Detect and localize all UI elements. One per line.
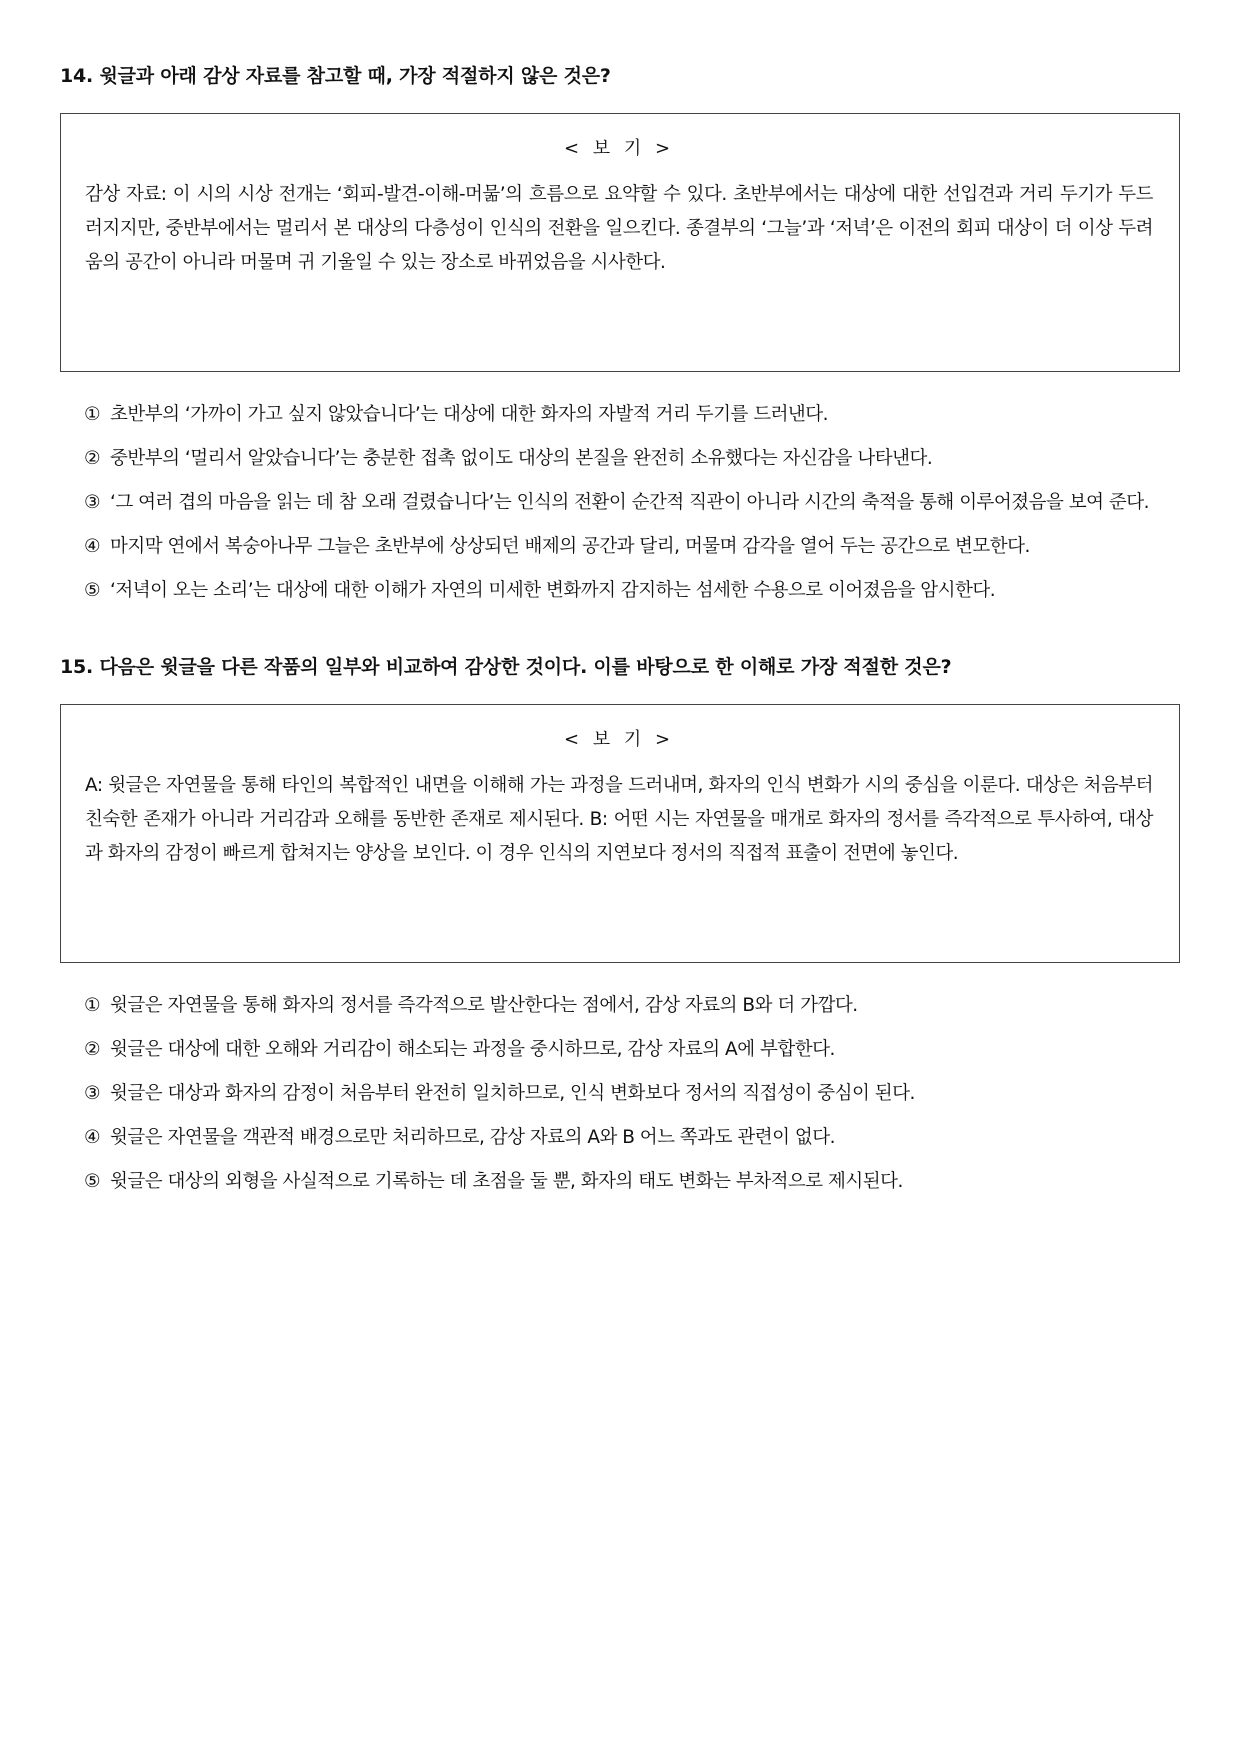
choice-1[interactable] <box>60 398 1180 432</box>
choice-3[interactable] <box>60 486 1180 520</box>
choice-5[interactable] <box>60 574 1180 608</box>
bogi-heading: < 보 기 > <box>563 729 675 750</box>
choice-text: 윗글은 대상의 외형을 사실적으로 기록하는 데 초점을 둘 뿐, 화자의 태도 변화는 부차적으로 제시된다. <box>110 1171 903 1192</box>
choice-text: 중반부의 ‘멀리서 알았습니다’는 충분한 접촉 없이도 대상의 본질을 완전히 소유했다는 자신감을 나타낸다. <box>110 448 933 469</box>
choice-number: ③ <box>84 492 101 513</box>
choice-text: 윗글은 자연물을 통해 화자의 정서를 즉각적으로 발산한다는 점에서, 감상 자료의 B와 더 가깝다. <box>110 995 858 1016</box>
question-15 <box>60 654 1180 1199</box>
choice-text: 윗글은 대상에 대한 오해와 거리감이 해소되는 과정을 중시하므로, 감상 자료의 A에 부합한다. <box>110 1039 835 1060</box>
choice-2[interactable] <box>60 1033 1180 1067</box>
choice-text: ‘그 여러 겹의 마음을 읽는 데 참 오래 걸렸습니다’는 인식의 전환이 순간적 직관이 아니라 시간의 축적을 통해 이루어졌음을 보여 준다. <box>110 492 1150 513</box>
choice-number: ② <box>84 448 101 469</box>
choice-4[interactable] <box>60 1121 1180 1155</box>
choice-number: ③ <box>84 1083 101 1104</box>
choice-number: ① <box>84 995 101 1016</box>
choice-number: ④ <box>84 1127 101 1148</box>
choice-text: 초반부의 ‘가까이 가고 싶지 않았습니다’는 대상에 대한 화자의 자발적 거리 두기를 드러낸다. <box>110 404 829 425</box>
question-title: 14. 윗글과 아래 감상 자료를 참고할 때, 가장 적절하지 않은 것은? <box>60 65 611 87</box>
choice-list <box>60 398 1180 608</box>
bogi-box <box>60 113 1180 372</box>
bogi-box <box>60 704 1180 963</box>
choice-5[interactable] <box>60 1165 1180 1199</box>
choice-text: 윗글은 자연물을 객관적 배경으로만 처리하므로, 감상 자료의 A와 B 어느 쪽과도 관련이 없다. <box>110 1127 836 1148</box>
choice-text: 마지막 연에서 복숭아나무 그늘은 초반부에 상상되던 배제의 공간과 달리, 머물며 감각을 열어 두는 공간으로 변모한다. <box>110 536 1030 557</box>
choice-number: ① <box>84 404 101 425</box>
choice-1[interactable] <box>60 989 1180 1023</box>
choice-text: ‘저녁이 오는 소리’는 대상에 대한 이해가 자연의 미세한 변화까지 감지하는 섬세한 수용으로 이어졌음을 암시한다. <box>110 580 996 601</box>
question-14 <box>60 63 1180 608</box>
choice-text: 윗글은 대상과 화자의 감정이 처음부터 완전히 일치하므로, 인식 변화보다 정서의 직접성이 중심이 된다. <box>110 1083 915 1104</box>
bogi-text: A: 윗글은 자연물을 통해 타인의 복합적인 내면을 이해해 가는 과정을 드러내며, 화자의 인식 변화가 시의 중심을 이룬다. 대상은 처음부터 친숙한 존재가 아니라 거리감과 오해를 동반한 존재로 제시된다. B: 어떤 시는 자연물을 매개로 화자의 정서를 즉각적으로 투사하여, 대상과 화자의 감정이 빠르게 합쳐지는 양상을 보인다. 이 경우 인식의 지연보다 정서의 직접적 표출이 전면에 놓인다. <box>85 775 1153 864</box>
exam-page <box>60 0 1180 1209</box>
bogi-text: 감상 자료: 이 시의 시상 전개는 ‘회피-발견-이해-머묾’의 흐름으로 요약할 수 있다. 초반부에서는 대상에 대한 선입견과 거리 두기가 두드러지지만, 중반부에서는 멀리서 본 대상의 다층성이 인식의 전환을 일으킨다. 종결부의 ‘그늘’과 ‘저녁’은 이전의 회피 대상이 더 이상 두려움의 공간이 아니라 머물며 귀 기울일 수 있는 장소로 바뀌었음을 시사한다. <box>85 184 1153 273</box>
choice-2[interactable] <box>60 442 1180 476</box>
choice-number: ⑤ <box>84 1171 101 1192</box>
choice-4[interactable] <box>60 530 1180 564</box>
choice-number: ④ <box>84 536 101 557</box>
bogi-heading: < 보 기 > <box>563 138 675 159</box>
choice-3[interactable] <box>60 1077 1180 1111</box>
choice-number: ⑤ <box>84 580 101 601</box>
choice-list <box>60 989 1180 1199</box>
choice-number: ② <box>84 1039 101 1060</box>
question-title: 15. 다음은 윗글을 다른 작품의 일부와 비교하여 감상한 것이다. 이를 바탕으로 한 이해로 가장 적절한 것은? <box>60 656 952 678</box>
